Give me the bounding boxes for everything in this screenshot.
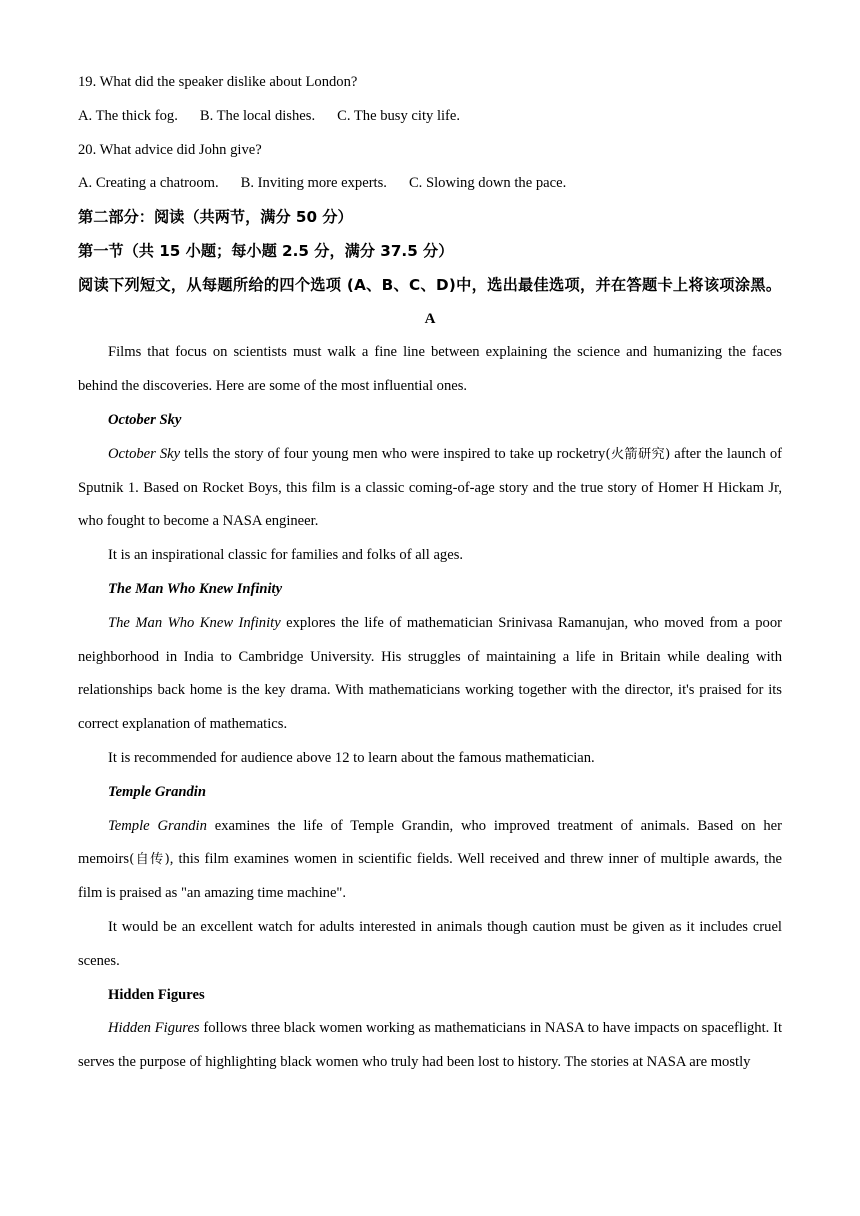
- film-title: Hidden Figures: [108, 986, 205, 1003]
- film-note: It is an inspirational classic for families and folks of all ages.: [108, 547, 464, 564]
- film-title-inline: The Man Who Knew Infinity: [108, 614, 281, 631]
- description-text: tells the story of four young men who were inspired to take up rocketry: [180, 445, 606, 462]
- option-b: B. The local dishes.: [199, 107, 316, 124]
- description-text: after the launch of Sputnik 1. Based on Rocket Boys, this film is a classic coming-of-age story and the true story of Homer H Hickam Jr, who fought to become a NASA engineer.: [78, 445, 782, 530]
- option-b: B. Inviting more experts.: [240, 175, 387, 192]
- description-text: examines the life of Temple Grandin, who improved treatment of animals. Based on her memoirs: [78, 817, 782, 868]
- passage-letter: A: [424, 310, 436, 327]
- film-description: [78, 1012, 782, 1080]
- reading-instruction: 阅读下列短文，从每题所给的四个选项 (A、B、C、D)中，选出最佳选项，并在答题卡上将该项涂黑。: [78, 275, 782, 294]
- option-a: A. Creating a chatroom.: [78, 175, 219, 192]
- description-text: explores the life of mathematician Srinivasa Ramanujan, who moved from a poor neighborhood in India to Cambridge University. His struggles of maintaining a life in Britain while dealing with relationships back home is the key drama. With mathematicians working together with the director, it's praised for its correct explanation of mathematics.: [78, 614, 782, 733]
- film-description: [78, 438, 782, 539]
- film-title-inline: Temple Grandin: [108, 817, 207, 834]
- film-description: [78, 810, 782, 911]
- chinese-gloss: (自传): [129, 852, 170, 868]
- description-text: , this film examines women in scientific fields. Well received and threw inner of multiple awards, the film is praised as "an amazing time machine".: [78, 851, 782, 902]
- question-20-options: [78, 167, 782, 201]
- option-c: C. Slowing down the pace.: [408, 175, 567, 192]
- description-text: follows three black women working as mathematicians in NASA to have impacts on spaceflight. It serves the purpose of highlighting black women who truly had been lost to history. The stories at NASA are mostly: [78, 1020, 783, 1071]
- film-title-inline: October Sky: [108, 445, 181, 462]
- part2-heading: 第二部分：阅读（共两节，满分 50 分）: [78, 208, 353, 227]
- film-note: It would be an excellent watch for adults interested in animals though caution must be given as it includes cruel scenes.: [78, 918, 782, 969]
- film-description: [78, 607, 782, 742]
- film-title-inline: Hidden Figures: [108, 1020, 200, 1037]
- exam-page: [78, 66, 782, 1080]
- film-title: October Sky: [108, 411, 182, 428]
- film-title: The Man Who Knew Infinity: [108, 580, 283, 597]
- option-c: C. The busy city life.: [337, 107, 461, 124]
- film-title: Temple Grandin: [108, 783, 206, 800]
- question-19-options: [78, 100, 782, 134]
- section1-heading: 第一节（共 15 小题；每小题 2.5 分，满分 37.5 分）: [78, 241, 454, 260]
- passage-intro: Films that focus on scientists must walk a fine line between explaining the science and humanizing the faces behind the discoveries. Here are some of the most influential ones.: [78, 344, 782, 395]
- film-note: It is recommended for audience above 12 to learn about the famous mathematician.: [108, 749, 595, 766]
- question-20-stem: 20. What advice did John give?: [78, 141, 262, 158]
- question-19-stem: 19. What did the speaker dislike about London?: [78, 74, 358, 90]
- option-a: A. The thick fog.: [78, 107, 178, 124]
- chinese-gloss: (火箭研究): [605, 446, 671, 462]
